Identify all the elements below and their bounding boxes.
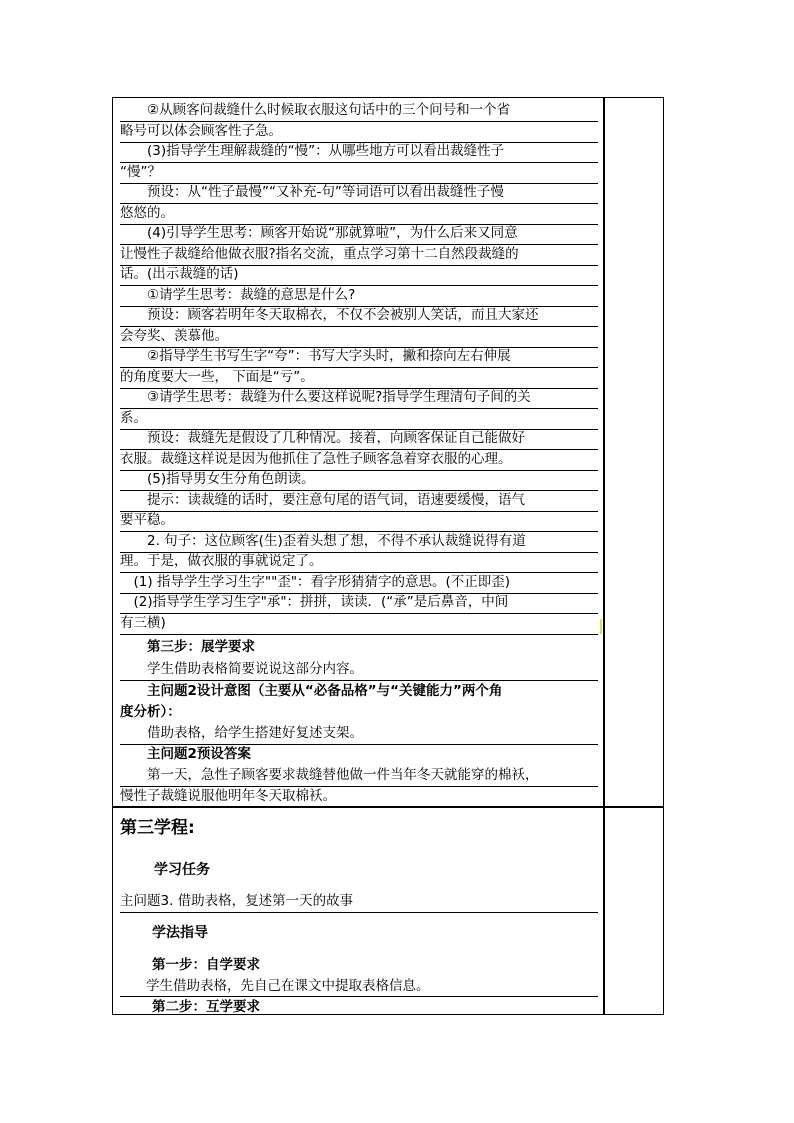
text-line: 慢性子裁缝说服他明年冬天取棉袄。 bbox=[120, 786, 598, 808]
text-line: 要平稳。 bbox=[120, 510, 598, 532]
step1-heading: 第一步：自学要求 bbox=[152, 957, 260, 973]
text-line: 2. 句子：这位顾客(生)歪着头想了想，不得不承认裁缝说得有道 bbox=[120, 531, 598, 553]
text-line: ②指导学生书写生字“夸”：书写大字头时，撇和捺向左右伸展 bbox=[120, 346, 598, 368]
text-line: ②从顾客问裁缝什么时候取衣服这句话中的三个问号和一个省 bbox=[120, 100, 598, 122]
text-line: 让慢性子裁缝给他做衣服?指名交流，重点学习第十二自然段裁缝的 bbox=[120, 244, 598, 266]
text-cursor bbox=[600, 619, 602, 634]
text-line: 预设：顾客若明年冬天取棉衣，不仅不会被别人笑话，而且大家还 bbox=[120, 305, 598, 327]
text-line: 略号可以体会顾客性子急。 bbox=[120, 121, 598, 143]
text-line: (3)指导学生理解裁缝的“慢”：从哪些地方可以看出裁缝性子 bbox=[120, 141, 598, 163]
text-line: 有三横) bbox=[120, 613, 598, 635]
text-line: 衣服。裁缝这样说是因为他抓住了急性子顾客急着穿衣服的心理。 bbox=[120, 449, 598, 471]
text-line: 提示：读裁缝的话时，要注意句尾的语气词，语速要缓慢，语气 bbox=[120, 490, 598, 512]
text-line: 预设：从“性子最慢”“又补充-句”等词语可以看出裁缝性子慢 bbox=[120, 182, 598, 204]
text-line: (4)引导学生思考：顾客开始说“那就算啦”，为什么后来又同意 bbox=[120, 223, 598, 245]
text-line: “慢”？ bbox=[120, 162, 598, 184]
text-line: 理。于是，做衣服的事就说定了。 bbox=[120, 551, 598, 573]
text-line: 的角度要大一些， 下面是“亏”。 bbox=[120, 367, 598, 389]
method-heading: 学法指导 bbox=[152, 925, 208, 941]
text-line: 悠悠的。 bbox=[120, 203, 598, 225]
task-heading: 学习任务 bbox=[154, 862, 210, 878]
column-divider bbox=[603, 97, 605, 1015]
text-line: 系。 bbox=[120, 408, 598, 430]
text-line: (1) 指导学生学习生字""歪"：看字形猜猜字的意思。(不正即歪) bbox=[120, 572, 598, 594]
text-line: (2)指导学生学习生字"承"：拼拼，读读．(“承”是后鼻音，中间 bbox=[120, 592, 598, 614]
step3-heading: 第三步：展学要求 bbox=[120, 639, 255, 655]
text-line: ①请学生思考：裁缝的意思是什么? bbox=[120, 285, 598, 307]
text-line: 话。(出示裁缝的话) bbox=[120, 264, 598, 286]
answer-heading: 主问题2预设答案 bbox=[120, 746, 251, 762]
text-line: 学生借助表格简要说说这部分内容。 bbox=[120, 659, 598, 681]
intent-heading-cont: 度分析）： bbox=[120, 704, 181, 720]
text-line: ③请学生思考：裁缝为什么要这样说呢?指导学生理清句子间的关 bbox=[120, 387, 598, 409]
text-line: (5)指导男女生分角色朗读。 bbox=[120, 469, 598, 491]
question-prefix: 主问题3. bbox=[120, 893, 178, 909]
step2-heading: 第二步：互学要求 bbox=[152, 999, 260, 1015]
intent-heading: 主问题2设计意图（主要从“必备品格”与“关键能力”两个角 bbox=[120, 683, 503, 699]
text-line: 会夸奖、羡慕他。 bbox=[120, 326, 598, 348]
section3-title: 第三学程: bbox=[120, 818, 195, 838]
text-line: 第一天，急性子顾客要求裁缝替他做一件当年冬天就能穿的棉袄， bbox=[120, 765, 598, 787]
text-line: 预设：裁缝先是假设了几种情况。接着，向顾客保证自己能做好 bbox=[120, 428, 598, 450]
text-line: 借助表格，给学生搭建好复述支架。 bbox=[120, 723, 598, 745]
step1-text: 学生借助表格，先自己在课文中提取表格信息。 bbox=[120, 976, 598, 997]
main-question-3 bbox=[120, 891, 598, 913]
question-text: 借助表格，复述第一天的故事 bbox=[177, 893, 354, 909]
